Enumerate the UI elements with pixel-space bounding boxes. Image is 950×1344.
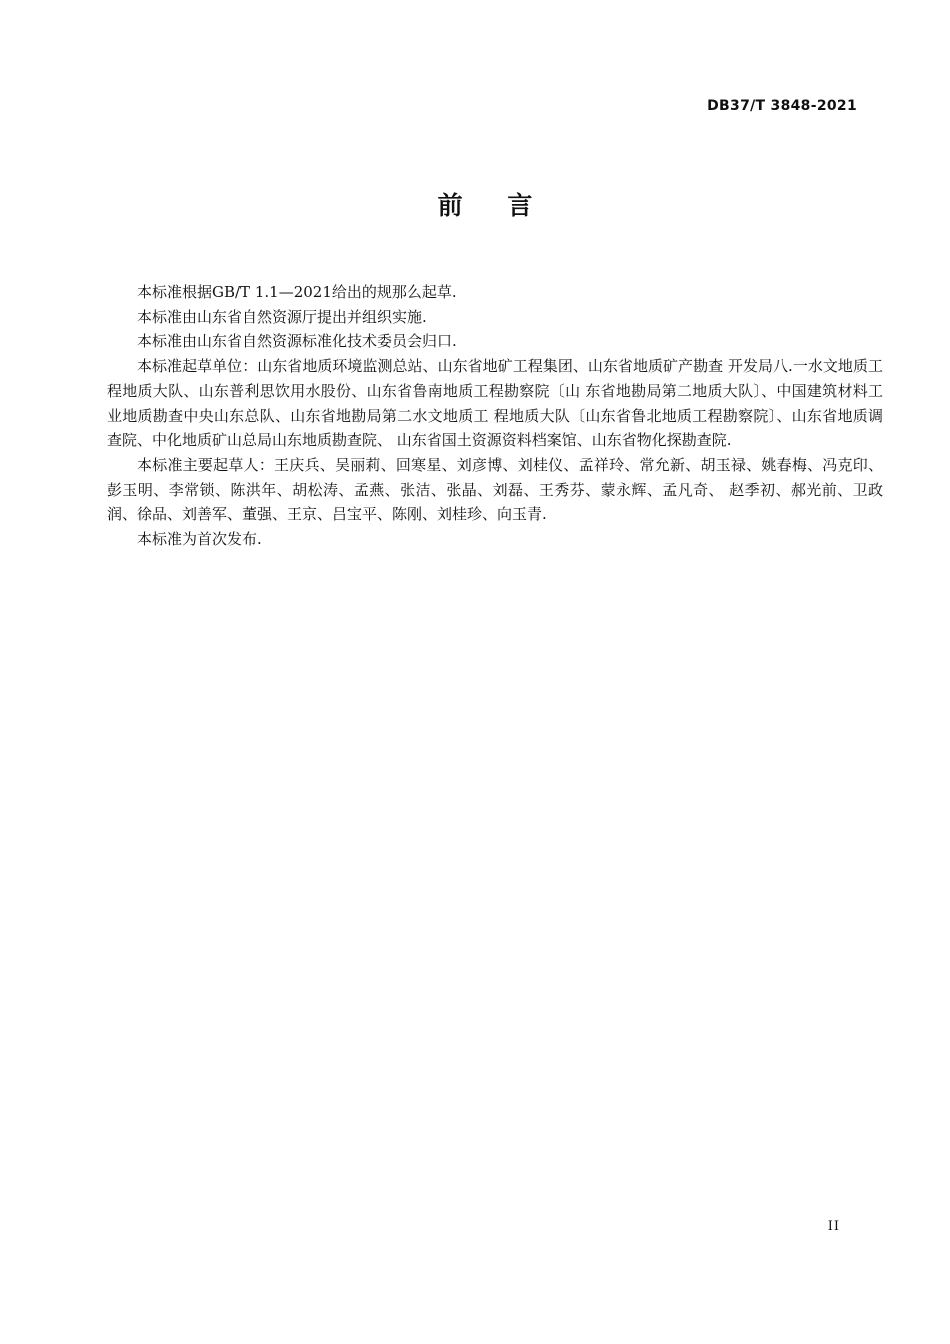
page-number: II (827, 1219, 840, 1234)
paragraph-proposer: 本标准由山东省自然资源厅提出并组织实施. (137, 307, 427, 326)
paragraph-drafters: 本标准主要起草人：王庆兵、吴丽莉、回寒星、刘彦博、刘桂仪、孟祥玲、常允新、胡玉禄、姚春梅、冯克印、彭玉明、李常锁、陈洪年、胡松涛、孟燕、张洁、张晶、刘磊、王秀芬、蒙永辉、孟凡奇、 赵季初、郝光前、卫政润、徐品、刘善军、董强、王京、吕宝平、陈刚、刘桂珍、向玉青. (107, 455, 883, 524)
foreword-body (107, 280, 883, 552)
paragraph-drafting-rules: 本标准根据GB/T 1.1—2021给出的规那么起草. (137, 283, 457, 301)
standard-code: DB37/T 3848-2021 (707, 98, 857, 114)
page-title: 前 言 (437, 191, 551, 220)
paragraph-first-release: 本标准为首次发布. (137, 530, 262, 549)
paragraph-drafting-units: 本标准起草单位：山东省地质环境监测总站、山东省地矿工程集团、山东省地质矿产勘查 开发局八.一水文地质工程地质大队、山东普利思饮用水股份、山东省鲁南地质工程勘察院〔山 东省地勘局第二地质大队〕、中国建筑材料工业地质勘查中央山东总队、山东省地勘局第二水文地质工 程地质大队〔山东省鲁北地质工程勘察院〕、山东省地质调查院、中化地质矿山总局山东地质勘查院、 山东省国土资源资料档案馆、山东省物化探勘查院. (107, 357, 883, 450)
paragraph-committee: 本标准由山东省自然资源标准化技术委员会归口. (137, 332, 457, 351)
